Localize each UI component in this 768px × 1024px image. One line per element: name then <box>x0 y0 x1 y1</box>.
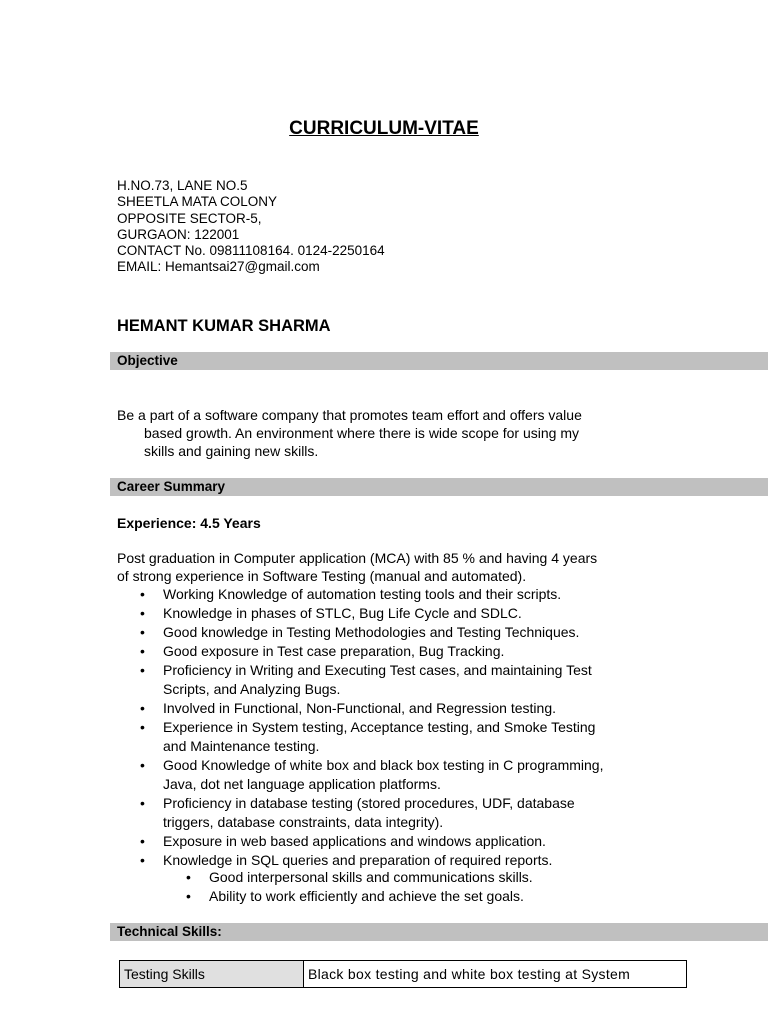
table-cell-label: Testing Skills <box>120 961 304 988</box>
list-item <box>209 887 533 906</box>
document-title: CURRICULUM-VITAE <box>289 118 479 139</box>
email-line: EMAIL: Hemantsai27@gmail.com <box>117 259 320 275</box>
list-item <box>163 623 603 642</box>
table-row <box>120 961 687 988</box>
contact-line: CONTACT No. 09811108164. 0124-2250164 <box>117 243 385 259</box>
list-item <box>163 832 603 851</box>
career-intro-line: of strong experience in Software Testing (manual and automated). <box>117 568 527 584</box>
candidate-name: HEMANT KUMAR SHARMA <box>117 317 331 335</box>
sub-bullet-list <box>209 868 533 906</box>
section-heading-career-summary: Career Summary <box>110 478 768 496</box>
bullet-text: Knowledge in phases of STLC, Bug Life Cycle and SDLC. <box>163 605 522 621</box>
experience-summary: Experience: 4.5 Years <box>117 515 261 531</box>
list-item <box>163 699 603 718</box>
bullet-text: Scripts, and Analyzing Bugs. <box>163 681 341 697</box>
bullet-text: Experience in System testing, Acceptance testing, and Smoke Testing <box>163 719 596 735</box>
bullet-text: Good Knowledge of white box and black box testing in C programming, <box>163 757 604 773</box>
address-line: H.NO.73, LANE NO.5 <box>117 178 248 193</box>
list-item <box>209 868 533 887</box>
address-line: OPPOSITE SECTOR-5, <box>117 210 262 226</box>
list-item <box>163 585 603 604</box>
bullet-text: Good exposure in Test case preparation, Bug Tracking. <box>163 643 505 659</box>
bullet-text: triggers, database constraints, data integrity). <box>163 814 444 830</box>
objective-line: Be a part of a software company that promotes team effort and offers value <box>117 407 582 423</box>
bullet-text: Proficiency in database testing (stored procedures, UDF, database <box>163 795 575 811</box>
bullet-text: Ability to work efficiently and achieve the set goals. <box>209 888 524 904</box>
list-item <box>163 756 603 794</box>
list-item <box>163 604 603 623</box>
career-intro-line: Post graduation in Computer application (MCA) with 85 % and having 4 years <box>117 550 598 566</box>
bullet-text: Proficiency in Writing and Executing Test cases, and maintaining Test <box>163 662 592 678</box>
bullet-text: Working Knowledge of automation testing tools and their scripts. <box>163 586 562 602</box>
bullet-text: Good knowledge in Testing Methodologies and Testing Techniques. <box>163 624 580 640</box>
list-item <box>163 642 603 661</box>
objective-line: skills and gaining new skills. <box>144 443 319 459</box>
address-block <box>117 178 385 276</box>
technical-skills-table <box>119 960 687 988</box>
section-heading-technical-skills: Technical Skills: <box>110 923 768 941</box>
career-bullet-list <box>163 585 603 870</box>
address-line: GURGAON: 122001 <box>117 226 240 242</box>
bullet-text: Good interpersonal skills and communications skills. <box>209 869 533 885</box>
list-item <box>163 661 603 699</box>
bullet-text: Involved in Functional, Non-Functional, and Regression testing. <box>163 700 556 716</box>
objective-line: based growth. An environment where there is wide scope for using my <box>144 425 580 441</box>
list-item <box>163 794 603 832</box>
bullet-text: and Maintenance testing. <box>163 738 320 754</box>
section-heading-objective: Objective <box>110 352 768 370</box>
bullet-text: Exposure in web based applications and windows application. <box>163 833 546 849</box>
table-cell-value: Black box testing and white box testing at System <box>304 961 687 988</box>
list-item <box>163 718 603 756</box>
bullet-text: Knowledge in SQL queries and preparation of required reports. <box>163 852 553 868</box>
bullet-text: Java, dot net language application platforms. <box>163 776 441 792</box>
address-line: SHEETLA MATA COLONY <box>117 194 278 210</box>
